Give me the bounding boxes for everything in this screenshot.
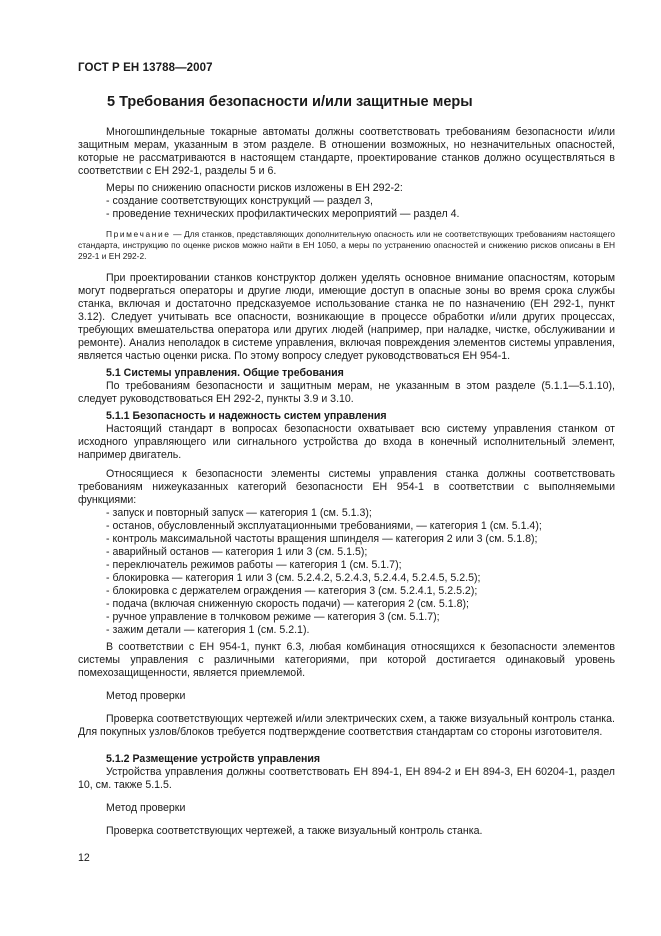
document-body <box>78 126 615 838</box>
list-item: - зажим детали — категория 1 (см. 5.2.1). <box>106 624 615 637</box>
list-item: - запуск и повторный запуск — категория 1 (см. 5.1.3); <box>106 507 615 520</box>
paragraph: Относящиеся к безопасности элементы системы управления станка должны соответствовать требованиям нижеуказанных категорий безопасности ЕН 954-1 в соответствии с выполняемыми функциями: <box>78 468 615 506</box>
paragraph: Настоящий стандарт в вопросах безопасности охватывает всю систему управления станком от исходного управляющего или сигнального устройства до входа в конечный исполнительный элемент, например двигатель. <box>78 423 615 461</box>
list-item: - переключатель режимов работы — категория 1 (см. 5.1.7); <box>106 559 615 572</box>
categories-list <box>78 507 615 637</box>
note-text: — Для станков, представляющих дополнительную опасность или не соответствующих требованиям настоящего стандарта, инструкцию по оценке рисков можно найти в ЕН 1050, а меры по устранению опасностей и снижению рисков описаны в ЕН 292-1 и ЕН 292-2. <box>78 229 615 261</box>
paragraph: Проверка соответствующих чертежей, а также визуальный контроль станка. <box>106 825 483 837</box>
paragraph: Устройства управления должны соответствовать ЕН 894-1, ЕН 894-2 и ЕН 894-3, ЕН 60204-1, раздел 10, см. также 5.1.5. <box>78 766 615 791</box>
standard-header: ГОСТ Р ЕН 13788—2007 <box>78 62 213 74</box>
list-item: - блокировка с держателем ограждения — категория 3 (см. 5.2.4.1, 5.2.5.2); <box>106 585 615 598</box>
list-item: - блокировка — категория 1 или 3 (см. 5.2.4.2, 5.2.4.3, 5.2.4.4, 5.2.4.5, 5.2.5); <box>106 572 615 585</box>
measures-list <box>78 195 615 221</box>
paragraph: Многошпиндельные токарные автоматы должны соответствовать требованиям безопасности и/или защитным мерам, указанным в этом разделе. В отношении возможных, но незначительных опасностей, которые не рассматриваются в настоящем стандарте, проектирование станков должно осуществляться в соответствии с ЕН 292-1, разделы 5 и 6. <box>78 126 615 177</box>
subsection-heading-5-1: 5.1 Системы управления. Общие требования <box>106 367 344 379</box>
paragraph: В соответствии с ЕН 954-1, пункт 6.3, любая комбинация относящихся к безопасности элементов системы управления с различными категориями, при которой достигается одинаковый уровень помехозащищенности, является приемлемой. <box>78 641 615 679</box>
section-title: 5 Требования безопасности и/или защитные меры <box>107 94 473 110</box>
list-item: - контроль максимальной частоты вращения шпинделя — категория 2 или 3 (см. 5.1.8); <box>106 533 615 546</box>
paragraph: Проверка соответствующих чертежей и/или электрических схем, а также визуальный контроль станка. Для покупных узлов/блоков требуется подтверждение соответствия стандартам со стороны изготовителя. <box>78 713 615 738</box>
note <box>78 229 615 262</box>
verification-method-label: Метод проверки <box>106 802 186 814</box>
list-item: - проведение технических профилактических мероприятий — раздел 4. <box>106 208 615 221</box>
subsection-heading-5-1-1: 5.1.1 Безопасность и надежность систем управления <box>106 410 387 422</box>
page-number: 12 <box>78 852 90 864</box>
list-item: - создание соответствующих конструкций — раздел 3, <box>106 195 615 208</box>
list-item: - аварийный останов — категория 1 или 3 (см. 5.1.5); <box>106 546 615 559</box>
paragraph: По требованиям безопасности и защитным мерам, не указанным в этом разделе (5.1.1—5.1.10), следует руководствоваться ЕН 292-2, пункты 3.9 и 3.10. <box>78 380 615 405</box>
list-item: - останов, обусловленный эксплуатационными требованиями, — категория 1 (см. 5.1.4); <box>106 520 615 533</box>
verification-method-label: Метод проверки <box>106 690 186 702</box>
paragraph: При проектировании станков конструктор должен уделять основное внимание опасностям, которым могут подвергаться операторы и другие люди, имеющие доступ в опасные зоны во время срока службы станка, включая и достаточно предсказуемое использование станка не по назначению (ЕН 292-1, пункт 3.12). Следует учитывать все опасности, возникающие в процессе обработки и/или других процессах, требующих вмешательства оператора или других людей (например, при наладке, чистке, обслуживании и ремонте). Анализ неполадок в системе управления, включая повреждения элементов системы управления, является частью оценки риска. По этому вопросу следует руководствоваться ЕН 954-1. <box>78 272 615 362</box>
subsection-heading-5-1-2: 5.1.2 Размещение устройств управления <box>106 753 321 765</box>
paragraph: Меры по снижению опасности рисков изложены в ЕН 292-2: <box>106 182 403 194</box>
list-item: - подача (включая сниженную скорость подачи) — категория 2 (см. 5.1.8); <box>106 598 615 611</box>
list-item: - ручное управление в толчковом режиме — категория 3 (см. 5.1.7); <box>106 611 615 624</box>
note-label: Примечание <box>106 229 171 239</box>
